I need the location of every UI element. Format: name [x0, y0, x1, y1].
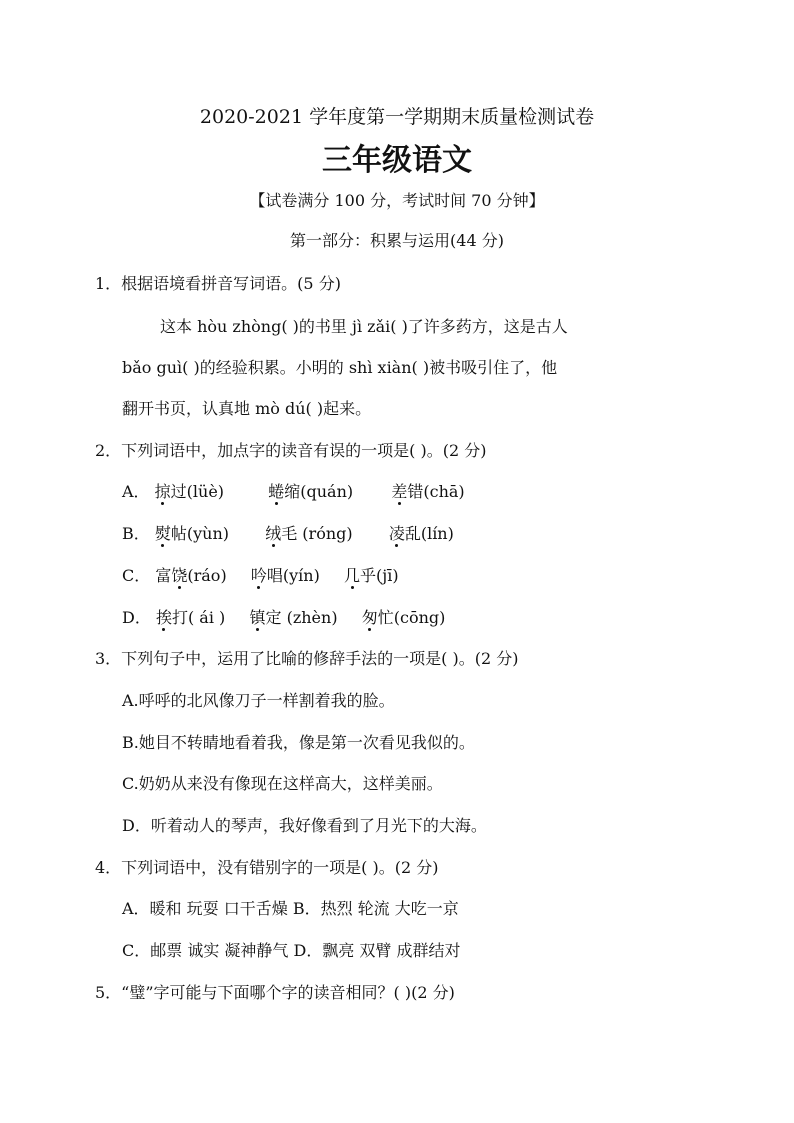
dotted-char: 匆 — [361, 608, 378, 627]
dotted-char: 蜷 — [268, 482, 285, 501]
option-word: (ráo) — [187, 566, 227, 585]
option-word: 错(chā) — [407, 482, 465, 501]
option-label: D． — [122, 608, 151, 627]
dotted-char: 差 — [391, 482, 408, 501]
option-label: B． — [122, 524, 150, 543]
dotted-char: 吟 — [250, 566, 267, 585]
option-word: 定 (zhèn) — [265, 608, 338, 627]
option-word: 过(lüè) — [170, 482, 225, 501]
dotted-char: 熨 — [154, 524, 171, 543]
exam-title: 2020-2021 学年度第一学期期末质量检测试卷 — [199, 106, 595, 128]
question-3-option-d: D．听着动人的琴声，我好像看到了月光下的大海。 — [122, 816, 487, 835]
exam-info: 【试卷满分 100 分，考试时间 70 分钟】 — [249, 191, 545, 210]
section-title: 第一部分：积累与运用(44 分) — [290, 231, 504, 250]
dotted-char: 掠 — [154, 482, 171, 501]
option-word: 毛 (róng) — [281, 524, 353, 543]
question-2-option-c — [122, 565, 399, 587]
question-2-option-a — [122, 481, 465, 503]
option-word: 打( ái ) — [171, 608, 226, 627]
question-4-options-row-1: A．暖和 玩耍 口干舌燥 B．热烈 轮流 大吃一京 — [122, 899, 459, 918]
dotted-char: 凌 — [388, 524, 405, 543]
question-4-stem: 4．下列词语中，没有错别字的一项是( )。(2 分) — [95, 858, 439, 877]
dotted-char: 饶 — [171, 566, 188, 585]
question-3-stem: 3．下列句子中，运用了比喻的修辞手法的一项是( )。(2 分) — [95, 649, 519, 668]
question-3-option-b: B.她目不转睛地看着我，像是第一次看见我似的。 — [122, 733, 475, 752]
question-2-option-d — [122, 607, 445, 629]
question-3-option-c: C.奶奶从来没有像现在这样高大，这样美丽。 — [122, 774, 443, 793]
question-1-line-2: bǎo guì( )的经验积累。小明的 shì xiàn( )被书吸引住了，他 — [122, 358, 558, 377]
question-1-line-1: 这本 hòu zhòng( )的书里 jì zǎi( )了许多药方，这是古人 — [160, 317, 568, 336]
option-word: 乎(jī) — [360, 566, 399, 585]
option-word: 忙(cōng) — [377, 608, 446, 627]
option-label: C． — [122, 566, 151, 585]
question-5-stem: 5．“璧”字可能与下面哪个字的读音相同？( )(2 分) — [95, 983, 455, 1002]
dotted-char: 挨 — [155, 608, 172, 627]
subject-title: 三年级语文 — [322, 143, 472, 178]
option-word: 乱(lín) — [404, 524, 454, 543]
option-word: 富 — [155, 566, 172, 585]
option-word: 帖(yùn) — [170, 524, 230, 543]
question-2-stem: 2．下列词语中，加点字的读音有误的一项是( )。(2 分) — [95, 441, 487, 460]
dotted-char: 几 — [344, 566, 361, 585]
option-word: 唱(yín) — [266, 566, 320, 585]
question-2-option-b — [122, 523, 454, 545]
question-1-line-3: 翻开书页，认真地 mò dú( )起来。 — [122, 399, 372, 418]
option-label: A． — [122, 482, 150, 501]
dotted-char: 镇 — [249, 608, 266, 627]
dotted-char: 绒 — [265, 524, 282, 543]
option-word: 缩(quán) — [284, 482, 354, 501]
question-4-options-row-2: C．邮票 诚实 凝神静气 D．飘亮 双臂 成群结对 — [122, 941, 461, 960]
question-1-stem: 1．根据语境看拼音写词语。(5 分) — [95, 274, 341, 293]
question-3-option-a: A.呼呼的北风像刀子一样割着我的脸。 — [122, 691, 395, 710]
